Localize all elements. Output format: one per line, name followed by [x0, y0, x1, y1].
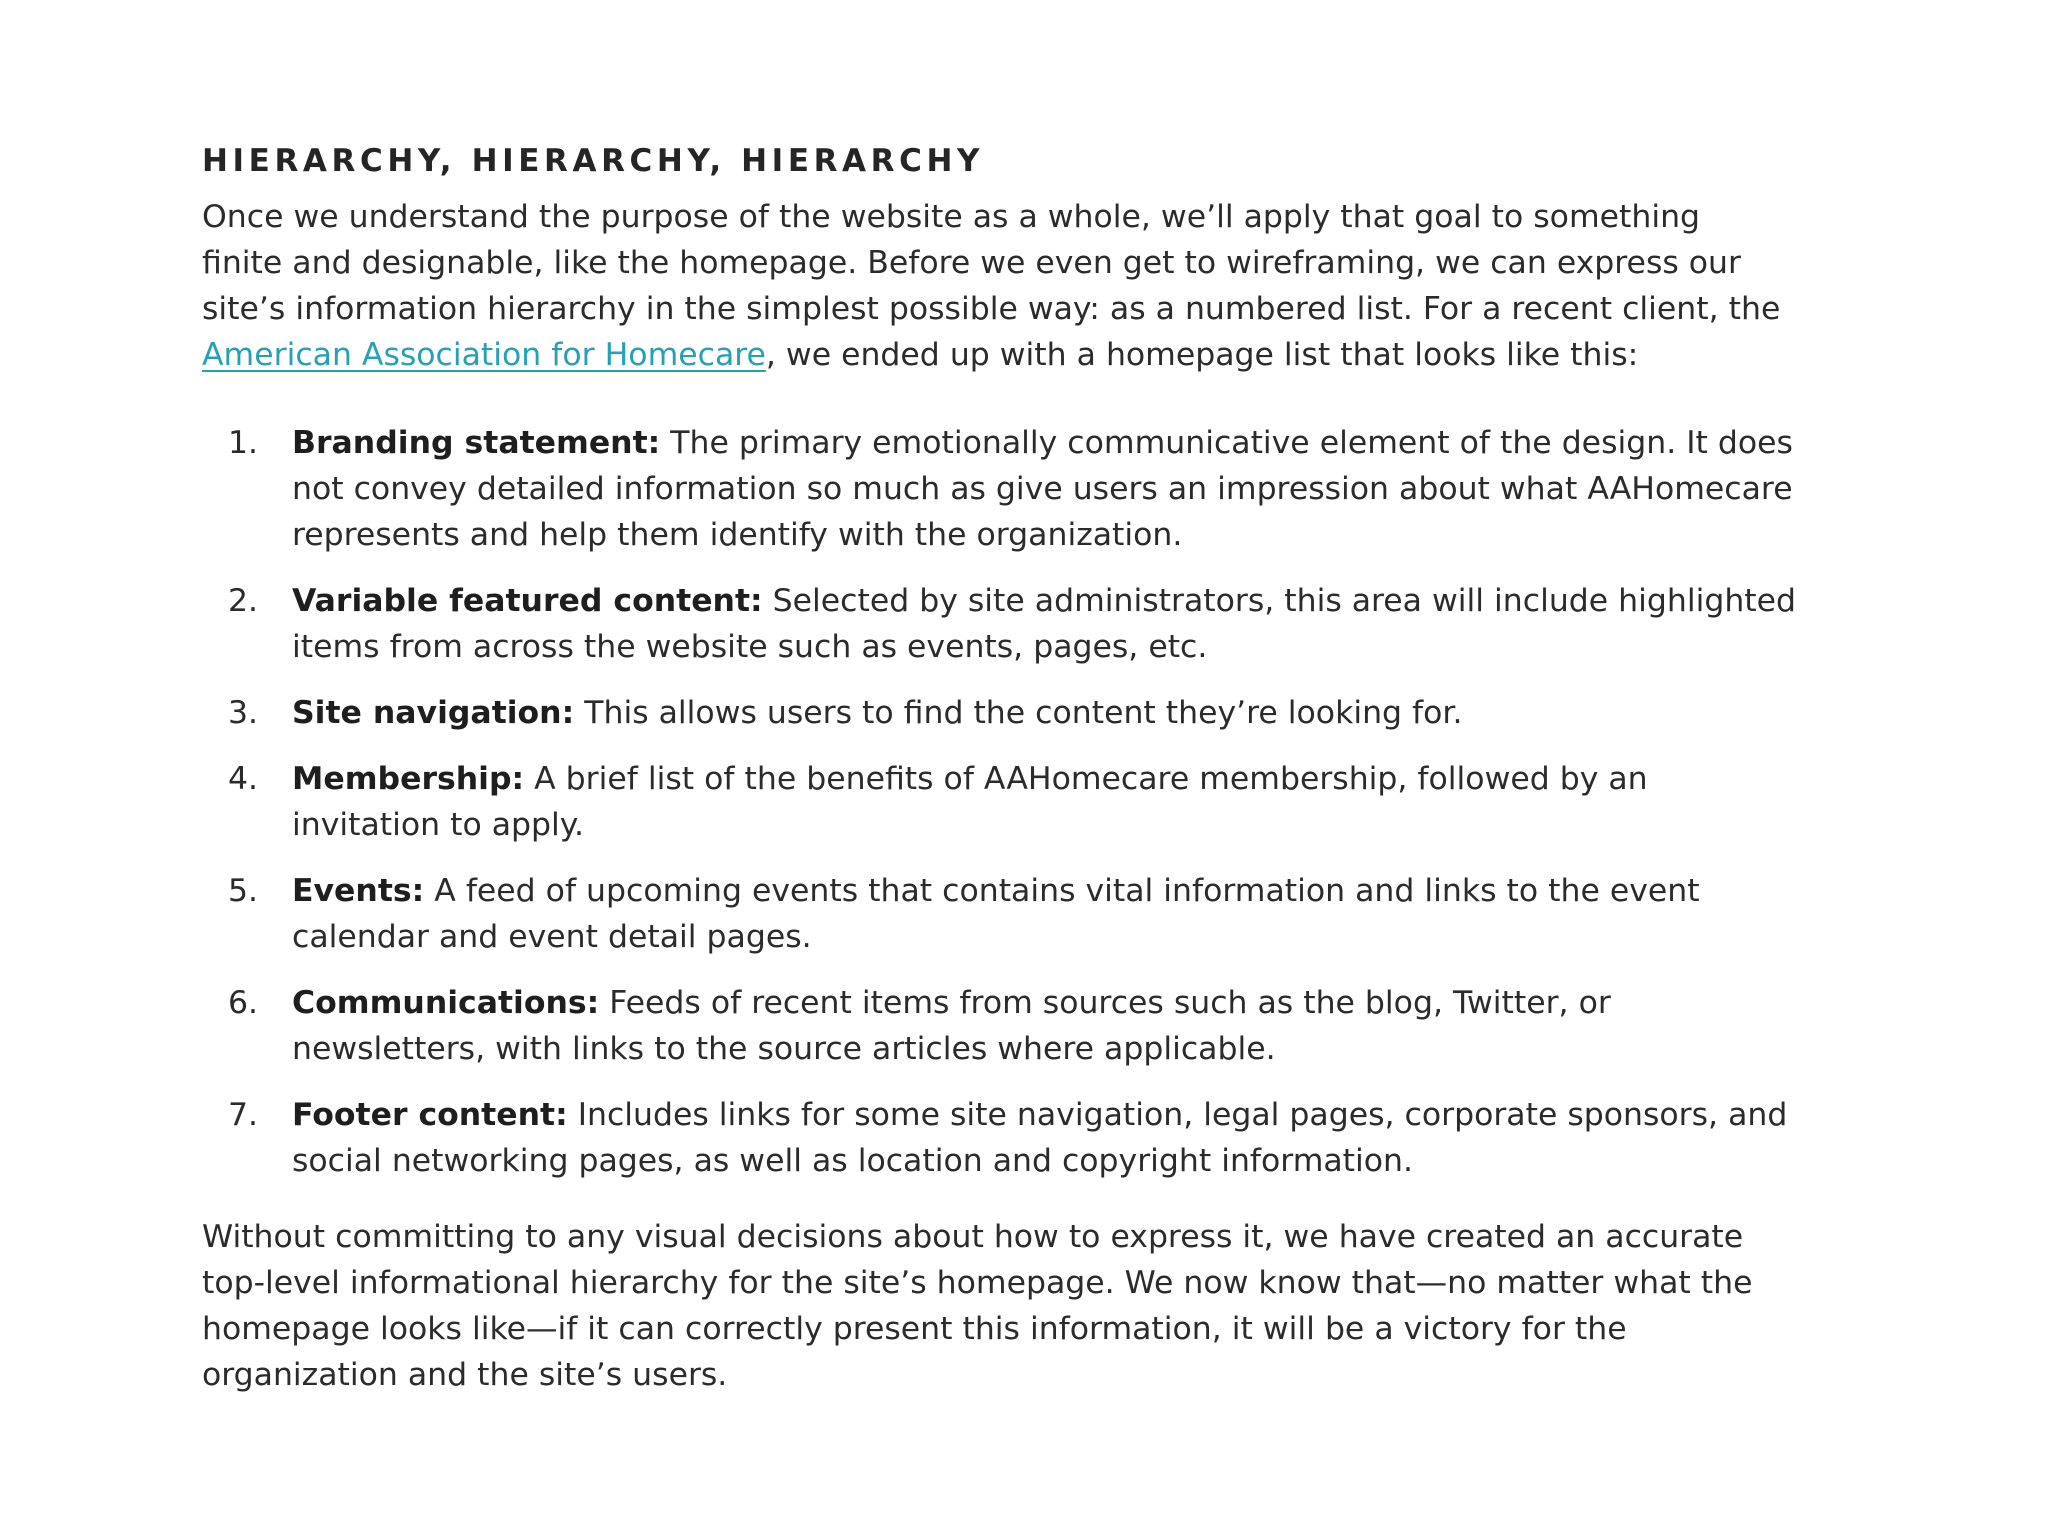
- list-item-term: Events:: [292, 873, 425, 909]
- outro-line: top-level informational hierarchy for the site’s homepage. We now know that—no matter what the: [202, 1265, 1753, 1301]
- list-item-line: [292, 756, 1902, 802]
- outro-line: homepage looks like—if it can correctly present this information, it will be a victory for the: [202, 1311, 1627, 1347]
- list-item-number: 1.: [228, 425, 259, 461]
- list-item-text: This allows users to find the content they’re looking for.: [574, 695, 1463, 731]
- outro-line: organization and the site’s users.: [202, 1357, 728, 1393]
- list-item-line: social networking pages, as well as location and copyright information.: [292, 1143, 1414, 1179]
- outro-paragraph: [202, 1214, 1902, 1398]
- list-item-line: invitation to apply.: [292, 807, 584, 843]
- list-item: [202, 578, 1902, 670]
- list-item-term: Variable featured content:: [292, 583, 763, 619]
- hierarchy-list: [202, 420, 1902, 1184]
- list-item-line: items from across the website such as events, pages, etc.: [292, 629, 1208, 665]
- list-item-number: 3.: [228, 695, 259, 731]
- intro-line: Once we understand the purpose of the website as a whole, we’ll apply that goal to something: [202, 199, 1701, 235]
- list-item: [202, 1092, 1902, 1184]
- list-item-line: calendar and event detail pages.: [292, 919, 812, 955]
- list-item: [202, 420, 1902, 558]
- list-item-number: 7.: [228, 1097, 259, 1133]
- list-item-line: [292, 868, 1902, 914]
- intro-line-rest: , we ended up with a homepage list that looks like this:: [765, 337, 1639, 373]
- list-item-line: newsletters, with links to the source articles where applicable.: [292, 1031, 1276, 1067]
- list-item-term: Footer content:: [292, 1097, 568, 1133]
- article: [202, 136, 1902, 1398]
- intro-line: finite and designable, like the homepage. Before we even get to wireframing, we can express our: [202, 245, 1741, 281]
- section-title: HIERARCHY, HIERARCHY, HIERARCHY: [202, 143, 985, 179]
- list-item-term: Membership:: [292, 761, 525, 797]
- list-item-line: represents and help them identify with the organization.: [292, 517, 1183, 553]
- list-item-number: 2.: [228, 583, 259, 619]
- list-item: [202, 868, 1902, 960]
- list-item-line: [292, 690, 1902, 736]
- list-item-number: 6.: [228, 985, 259, 1021]
- outro-line: Without committing to any visual decisions about how to express it, we have created an accurate: [202, 1219, 1744, 1255]
- list-item-term: Site navigation:: [292, 695, 575, 731]
- list-item: [202, 756, 1902, 848]
- intro-paragraph: [202, 194, 1902, 378]
- intro-line: [202, 332, 1902, 378]
- list-item-number: 5.: [228, 873, 259, 909]
- list-item: [202, 690, 1902, 736]
- list-item: [202, 980, 1902, 1072]
- list-item-line: not convey detailed information so much as give users an impression about what AAHomecare: [292, 471, 1793, 507]
- intro-line: site’s information hierarchy in the simplest possible way: as a numbered list. For a recent client, the: [202, 291, 1781, 327]
- list-item-line: [292, 1092, 1902, 1138]
- list-item-term: Branding statement:: [292, 425, 661, 461]
- list-item-text: Feeds of recent items from sources such as the blog, Twitter, or: [599, 985, 1611, 1021]
- list-item-line: [292, 420, 1902, 466]
- list-item-text: The primary emotionally communicative element of the design. It does: [660, 425, 1793, 461]
- list-item-number: 4.: [228, 761, 259, 797]
- aahomecare-link[interactable]: American Association for Homecare: [202, 337, 766, 373]
- list-item-text: Selected by site administrators, this area will include highlighted: [762, 583, 1797, 619]
- list-item-line: [292, 578, 1902, 624]
- list-item-term: Communications:: [292, 985, 600, 1021]
- list-item-line: [292, 980, 1902, 1026]
- list-item-text: A feed of upcoming events that contains vital information and links to the event: [424, 873, 1700, 909]
- list-item-text: Includes links for some site navigation, legal pages, corporate sponsors, and: [567, 1097, 1788, 1133]
- list-item-text: A brief list of the benefits of AAHomecare membership, followed by an: [524, 761, 1648, 797]
